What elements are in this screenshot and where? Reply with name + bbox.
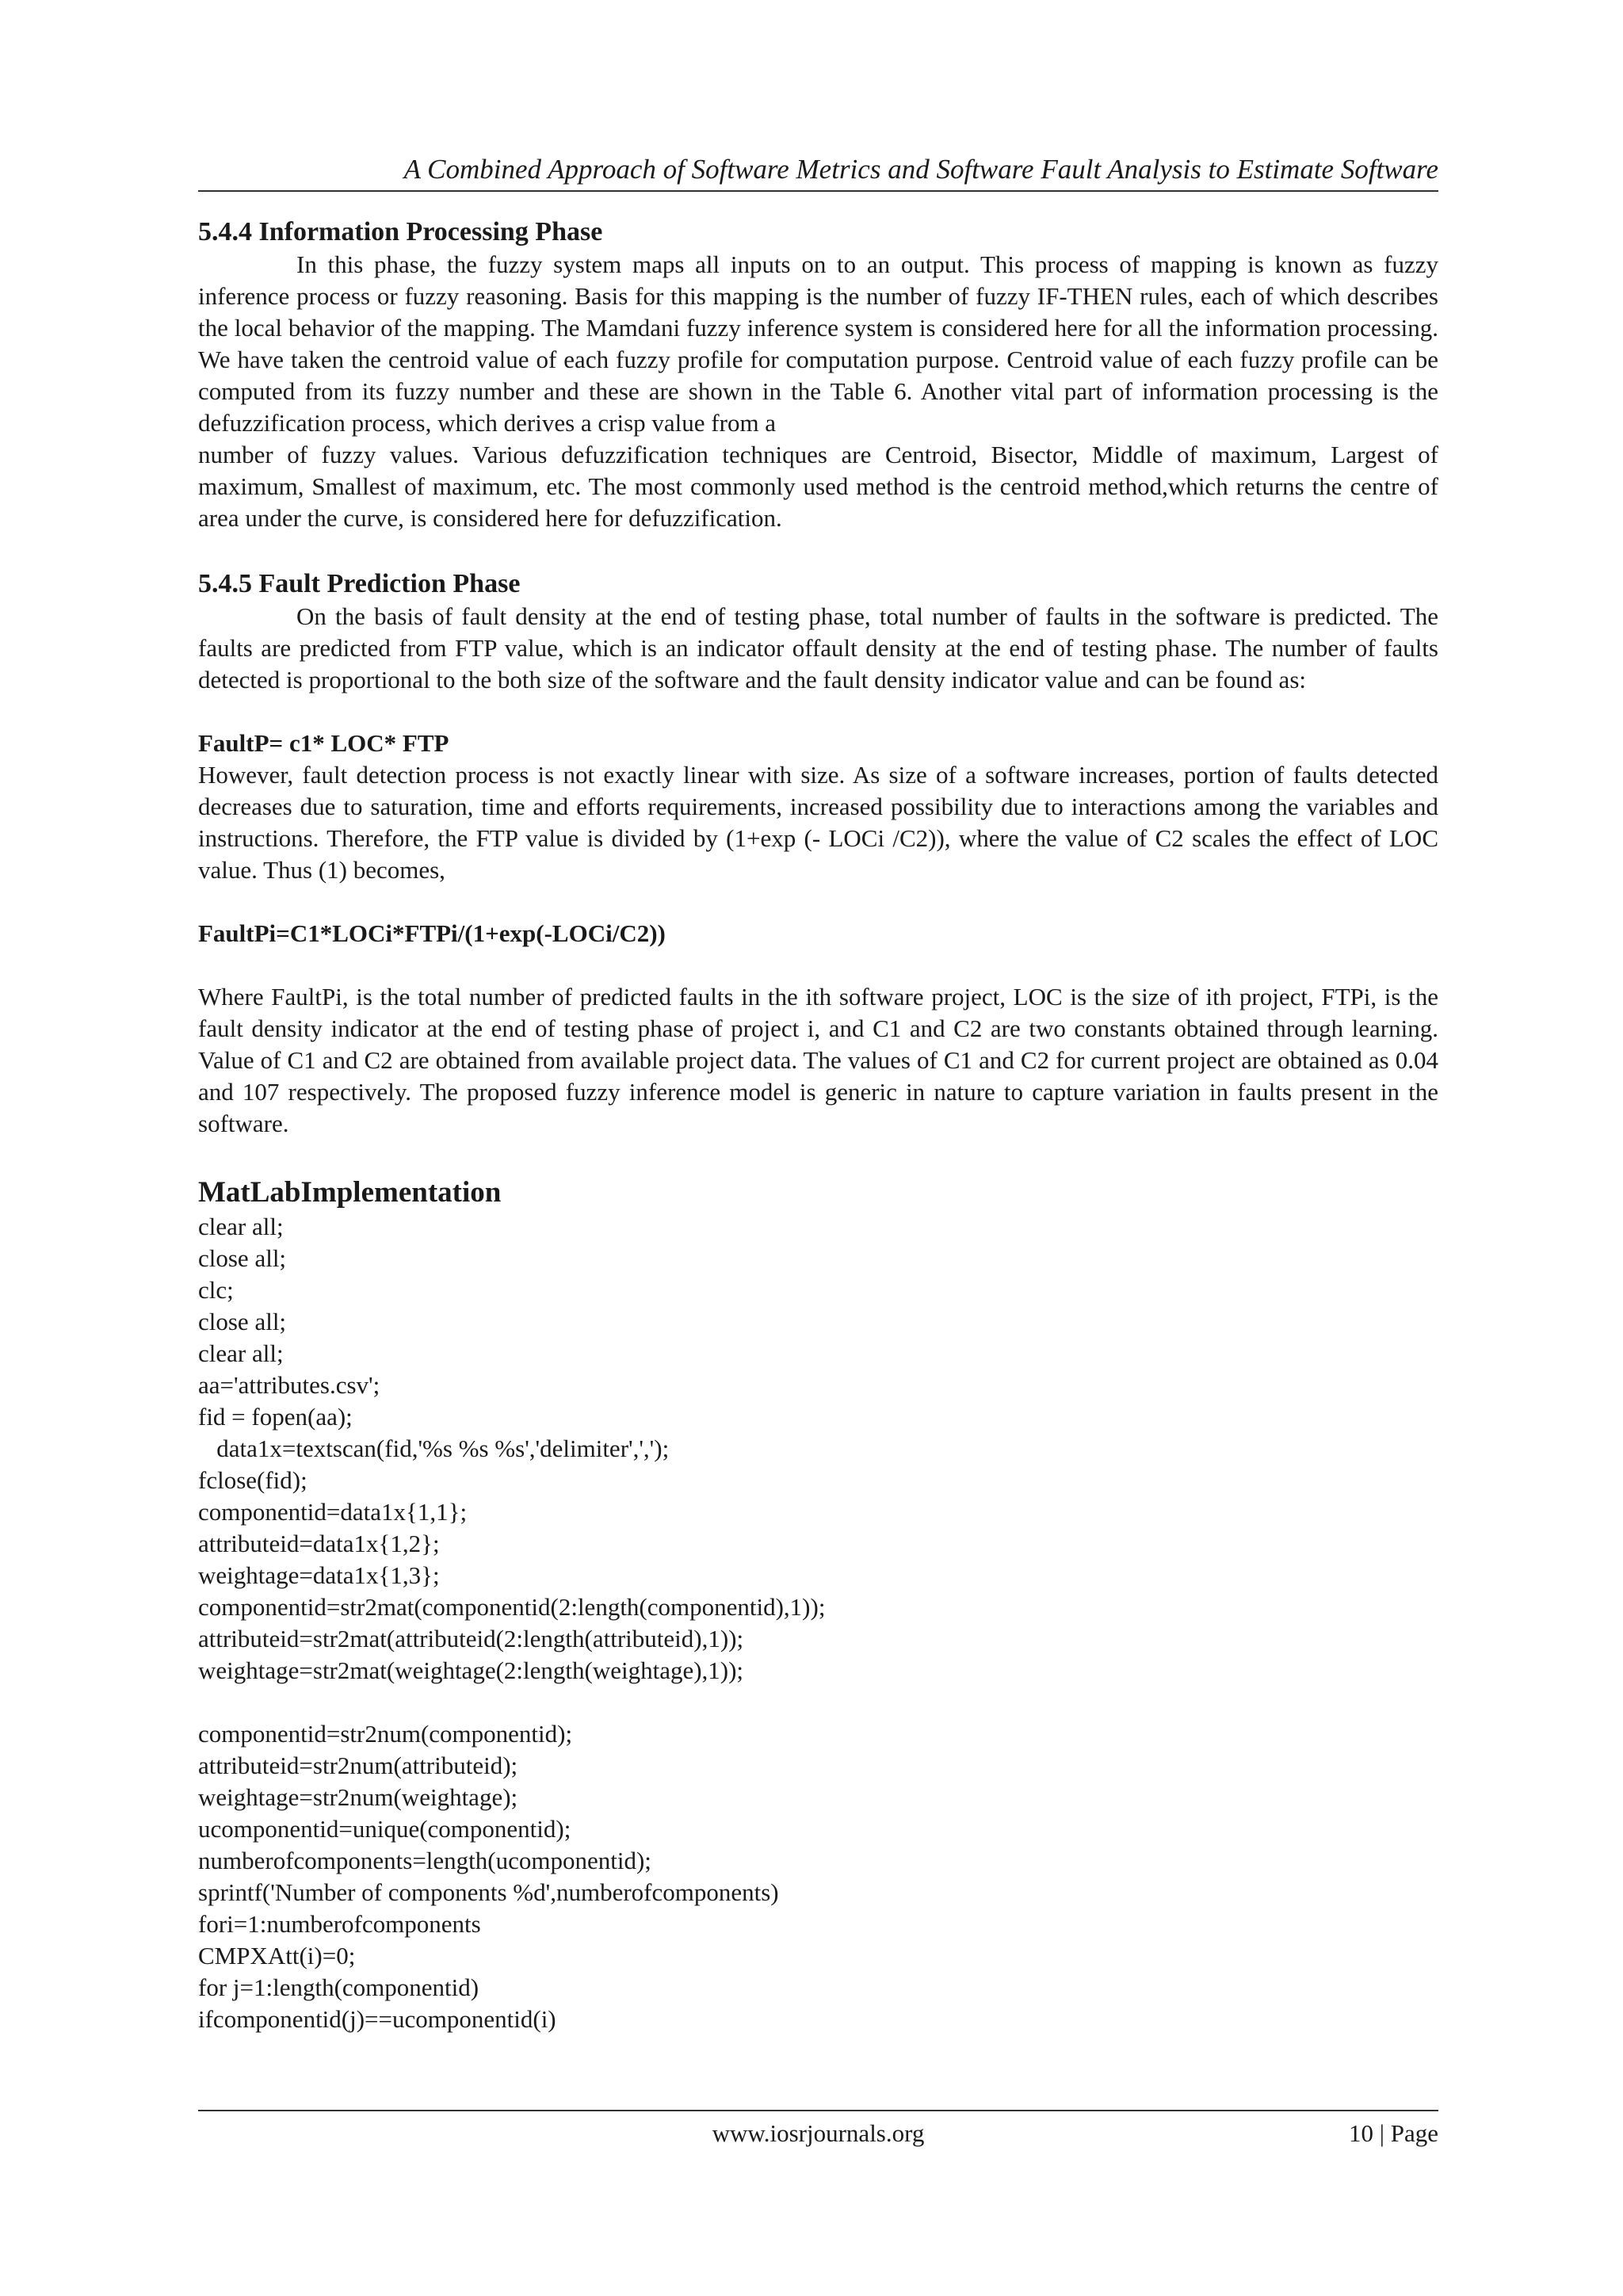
page-footer (198, 2110, 1438, 2156)
paragraph: Where FaultPi, is the total number of predicted faults in the ith software project, LOC is the size of ith project, FTPi, is the fault density indicator at the end of testing phase of project i, and C1 and C2 are two constants obtained through learning. Value of C1 and C2 are obtained from available project data. The values of C1 and C2 for current project are obtained as 0.04 and 107 respectively. The proposed fuzzy inference model is generic in nature to capture variation in faults present in the software. (198, 983, 1438, 1137)
page-number: 10 | Page (1349, 2119, 1438, 2147)
code-line: weightage=str2num(weightage); (198, 1783, 518, 1811)
code-line: ucomponentid=unique(componentid); (198, 1815, 571, 1843)
formula: FaultP= c1* LOC* FTP (198, 729, 449, 757)
section-heading-5-4-4: 5.4.4 Information Processing Phase (198, 217, 603, 246)
code-line: numberofcomponents=length(ucomponentid); (198, 1847, 651, 1874)
code-line: aa='attributes.csv'; (198, 1371, 380, 1399)
code-line: fclose(fid); (198, 1466, 307, 1494)
paragraph: number of fuzzy values. Various defuzzification techniques are Centroid, Bisector, Middle of maximum, Largest of maximum, Smallest of maximum, etc. The most commonly used method is the centroid method,which returns the centre of area under the curve, is considered here for defuzzification. (198, 441, 1438, 532)
code-line: sprintf('Number of components %d',numberofcomponents) (198, 1878, 779, 1906)
code-line: clc; (198, 1276, 234, 1304)
code-line: clear all; (198, 1339, 284, 1367)
code-line: componentid=str2num(componentid); (198, 1720, 573, 1748)
code-line: componentid=str2mat(componentid(2:length(componentid),1)); (198, 1593, 826, 1621)
journal-url-link[interactable]: www.iosrjournals.org (712, 2119, 925, 2147)
running-header: A Combined Approach of Software Metrics and Software Fault Analysis to Estimate Software (198, 152, 1438, 192)
paragraph: However, fault detection process is not exactly linear with size. As size of a software increases, portion of faults detected decreases due to saturation, time and efforts requirements, increased possibility due to interactions among the variables and instructions. Therefore, the FTP value is divided by (1+exp (- LOCi /C2)), where the value of C2 scales the effect of LOC value. Thus (1) becomes, (198, 761, 1438, 884)
section-heading-matlab: MatLabImplementation (198, 1176, 502, 1209)
code-line: fori=1:numberofcomponents (198, 1910, 481, 1938)
section-heading-5-4-5: 5.4.5 Fault Prediction Phase (198, 569, 521, 598)
formula: FaultPi=C1*LOCi*FTPi/(1+exp(-LOCi/C2)) (198, 919, 666, 947)
code-line: CMPXAtt(i)=0; (198, 1942, 356, 1969)
code-line: clear all; (198, 1213, 284, 1240)
code-line: ifcomponentid(j)==ucomponentid(i) (198, 2005, 556, 2033)
paragraph: On the basis of fault density at the end of testing phase, total number of faults in the software is predicted. The faults are predicted from FTP value, which is an indicator offault density at the end of testing phase. The number of faults detected is proportional to the both size of the software and the fault density indicator value and can be found as: (198, 602, 1438, 693)
code-block (198, 1211, 1438, 1687)
code-line: attributeid=data1x{1,2}; (198, 1530, 440, 1557)
paragraph: In this phase, the fuzzy system maps all inputs on to an output. This process of mapping is known as fuzzy inference process or fuzzy reasoning. Basis for this mapping is the number of fuzzy IF-THEN rules, each of which describes the local behavior of the mapping. The Mamdani fuzzy inference system is considered here for all the information processing. We have taken the centroid value of each fuzzy profile for computation purpose. Centroid value of each fuzzy profile can be computed from its fuzzy number and these are shown in the Table 6. Another vital part of information processing is the defuzzification process, which derives a crisp value from a (198, 250, 1438, 437)
code-line: attributeid=str2mat(attributeid(2:length(attributeid),1)); (198, 1625, 744, 1652)
code-line: fid = fopen(aa); (198, 1403, 353, 1431)
code-block (198, 1718, 1438, 2035)
code-line: componentid=data1x{1,1}; (198, 1498, 468, 1526)
code-line: close all; (198, 1244, 287, 1272)
code-line: close all; (198, 1308, 287, 1335)
code-line: for j=1:length(componentid) (198, 1973, 479, 2001)
page-body (198, 152, 1438, 2035)
code-line: data1x=textscan(fid,'%s %s %s','delimiter',','); (198, 1435, 670, 1462)
code-line: weightage=data1x{1,3}; (198, 1561, 440, 1589)
code-line: weightage=str2mat(weightage(2:length(weightage),1)); (198, 1656, 744, 1684)
code-line: attributeid=str2num(attributeid); (198, 1752, 518, 1779)
